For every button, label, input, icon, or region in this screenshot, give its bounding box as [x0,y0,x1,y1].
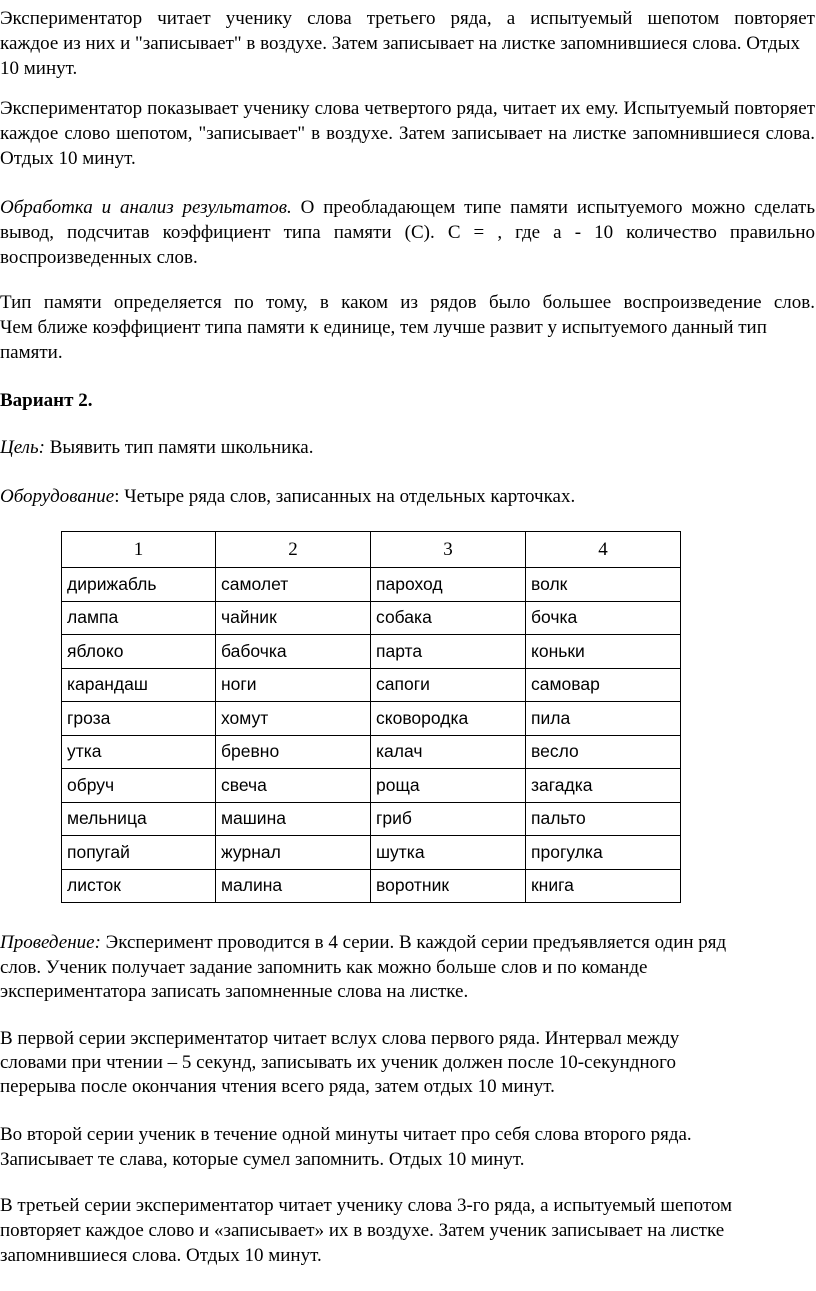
procedure-text: Эксперимент проводится в 4 серии. В каждой серии предъявляется один ряд [100,932,727,953]
series3-line3: запомнившиеся слова. Отдых 10 минут. [0,1245,322,1266]
table-cell: пальто [526,802,681,836]
goal-label: Цель: [0,437,45,458]
table-row [62,769,681,803]
processing-label: Обработка и анализ результатов. [0,197,292,218]
table-cell: яблоко [62,635,216,669]
table-cell: мельница [62,802,216,836]
table-row [62,568,681,602]
series3-line2: повторяет каждое слово и «записывает» их в воздухе. Затем ученик записывает на листке [0,1220,725,1241]
table-header-cell: 4 [526,532,681,568]
table-cell: самовар [526,668,681,702]
table-cell: сапоги [371,668,526,702]
table-cell: прогулка [526,836,681,870]
table-cell: парта [371,635,526,669]
table-cell: коньки [526,635,681,669]
table-header-cell: 1 [62,532,216,568]
paragraph-processing [0,195,815,270]
table-cell: ноги [216,668,371,702]
table-cell: бочка [526,601,681,635]
equipment-label: Оборудование [0,486,115,507]
equipment-line [0,484,815,509]
table-cell: журнал [216,836,371,870]
table-cell: шутка [371,836,526,870]
table-cell: пароход [371,568,526,602]
table-cell: дирижабль [62,568,216,602]
table-cell: попугай [62,836,216,870]
table-row [62,635,681,669]
table-row [62,702,681,736]
processing-text: О преобладающем типе памяти испытуемого можно сделать вывод, подсчитав коэффициент типа памяти (С). С = , где а - 10 количество правильно воспроизведенных слов. [0,197,815,268]
table-row [62,668,681,702]
paragraph-series3-line1: Экспериментатор читает ученику слова третьего ряда, а испытуемый шепотом повторяет [0,8,815,29]
variant-heading [0,388,815,413]
table-cell: книга [526,869,681,903]
procedure-line1 [0,930,815,955]
table-cell: малина [216,869,371,903]
table-cell: свеча [216,769,371,803]
paragraph-series3-rest: каждое из них и "записывает" в воздухе. Затем записывает на листке запомнившиеся слова. Отдых 10 минут. [0,33,800,79]
table-cell: волк [526,568,681,602]
goal-line [0,435,815,460]
goal-text: Выявить тип памяти школьника. [44,437,314,458]
series1-line2: словами при чтении – 5 секунд, записывать их ученик должен после 10-секундного [0,1052,676,1073]
series2-line1: Во второй серии ученик в течение одной минуты читает про себя слова второго ряда. [0,1124,692,1145]
table-cell: обруч [62,769,216,803]
table-cell: лампа [62,601,216,635]
table-row [62,836,681,870]
table-cell: калач [371,735,526,769]
table-row [62,869,681,903]
table-cell: гроза [62,702,216,736]
table-cell: весло [526,735,681,769]
table-header-cell: 3 [371,532,526,568]
table-cell: самолет [216,568,371,602]
table-cell: бабочка [216,635,371,669]
paragraph-series4: Экспериментатор показывает ученику слова четвертого ряда, читает их ему. Испытуемый повторяет каждое слово шепотом, "записывает" в воздухе. Затем записывает на листке запомнившиеся слова. Отдых 10 минут. [0,98,815,169]
table-row [62,735,681,769]
table-cell: роща [371,769,526,803]
procedure-label: Проведение: [0,932,101,953]
equipment-text: : Четыре ряда слов, записанных на отдельных карточках. [114,486,576,507]
table-cell: машина [216,802,371,836]
table-cell: чайник [216,601,371,635]
series1-line3: перерыва после окончания чтения всего ряда, затем отдых 10 минут. [0,1076,555,1097]
table-cell: листок [62,869,216,903]
table-cell: воротник [371,869,526,903]
series2-line2: Записывает те слава, которые сумел запомнить. Отдых 10 минут. [0,1149,525,1170]
table-cell: загадка [526,769,681,803]
table-cell: карандаш [62,668,216,702]
table-row [62,802,681,836]
table-cell: пила [526,702,681,736]
procedure-line2: слов. Ученик получает задание запомнить как можно больше слов и по команде [0,957,648,978]
table-cell: хомут [216,702,371,736]
paragraph-memory-type-line1: Тип памяти определяется по тому, в каком из рядов было большее воспроизведение слов. [0,292,815,313]
paragraph-memory-type-rest: Чем ближе коэффициент типа памяти к единице, тем лучше развит у испытуемого данный тип памяти. [0,317,767,363]
variant-title: Вариант 2. [0,390,93,411]
word-table [61,531,681,903]
table-cell: сковородка [371,702,526,736]
series1-line1: В первой серии экспериментатор читает вслух слова первого ряда. Интервал между [0,1028,680,1049]
series3-line1: В третьей серии экспериментатор читает ученику слова 3-го ряда, а испытуемый шепотом [0,1195,733,1216]
table-row [62,601,681,635]
table-header-row [62,532,681,568]
table-cell: собака [371,601,526,635]
table-cell: бревно [216,735,371,769]
table-cell: утка [62,735,216,769]
table-header-cell: 2 [216,532,371,568]
procedure-line3: экспериментатора записать запомненные слова на листке. [0,981,469,1002]
table-cell: гриб [371,802,526,836]
